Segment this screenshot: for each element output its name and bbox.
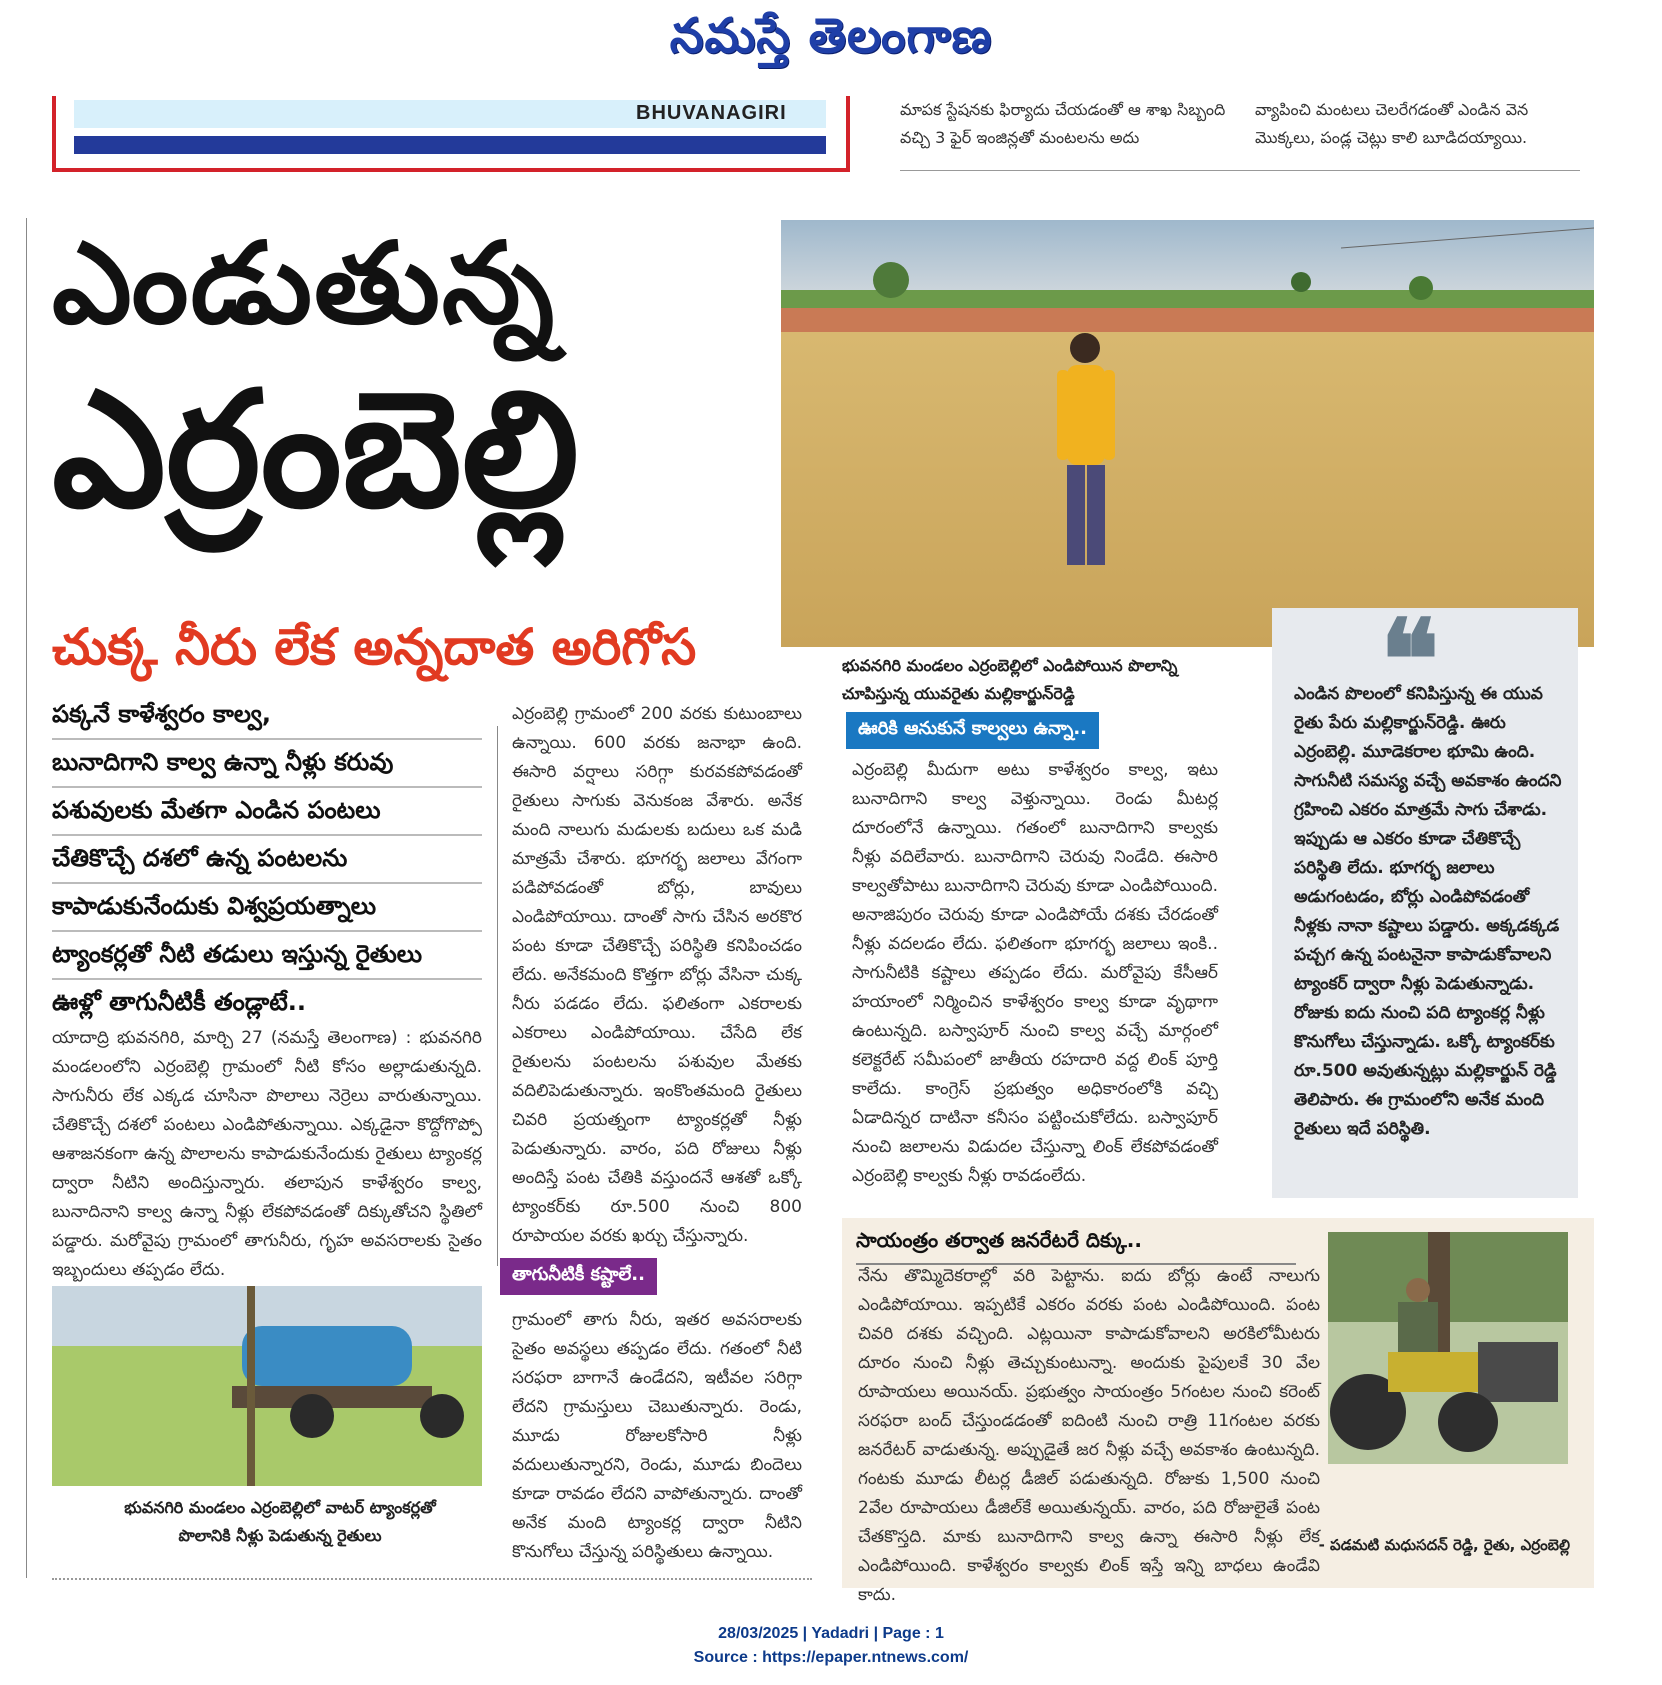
sidebar-attribution: - పడమటి మధుసదన్ రెడ్డి, రైతు, ఎర్రంబెల్లి — [1318, 1536, 1570, 1554]
bullet-item: ట్యాంకర్లతో నీటి తడులు ఇస్తున్న రైతులు — [52, 932, 482, 980]
main-photo-dry-field — [781, 220, 1594, 647]
bullet-item: చేతికొచ్చే దశలో ఉన్న పంటలను — [52, 836, 482, 884]
bullet-item: కాపాడుకునేందుకు విశ్వప్రయత్నాలు — [52, 884, 482, 932]
bullet-item: పక్కనే కాళేశ్వరం కాల్వ, — [52, 692, 482, 740]
subheadline: చుక్క నీరు లేక అన్నదాత అరిగోస — [52, 618, 697, 676]
intro-paragraph: యాదాద్రి భువనగిరి, మార్చి 27 (నమస్తే తెలంగాణ) : భువనగిరి మండలంలోని ఎర్రంబెల్లి గ్రామంలో నీటి కోసం అల్లాడుతున్నది. సాగునీరు లేక ఎక్కడ చూసినా పొలాలు నెర్రెలు వారుతున్నాయి. చేతికొచ్చే దశలో పంటలు ఎండిపోతున్నాయి. ఎక్కడైనా కొద్దోగొప్పో ఆశాజనకంగా ఉన్న పొలాలను కాపాడుకునేందుకు రైతులు ట్యాంకర్ల ద్వారా నీటిని అందిస్తున్నారు. తలాపున కాళేశ్వరం కాల్వ, బునాదినాని కాల్వ ఉన్నా నీళ్లు లేకపోవడంతో దిక్కుతోచని స్థితిలో పడ్డారు. మరోవైపు గ్రామంలో తాగునీరు, గృహ అవసరాలకు సైతం ఇబ్బందులు తప్పడం లేదు. — [52, 1028, 482, 1280]
section-canals-title: ఊరికి ఆనుకునే కాల్వలు ఉన్నా.. — [846, 712, 1099, 749]
page-left-rule — [26, 218, 27, 1578]
middle-column-text: ఎర్రంబెల్లి గ్రామంలో 200 వరకు కుటుంబాలు ఉన్నాయి. 600 వరకు జనాభా ఉంది. ఈసారి వర్షాలు సరిగ్గా కురవకపోవడంతో రైతులు సాగుకు వెనుకంజ వేశారు. అనేక మంది నాలుగు మడులకు బదులు ఒక మడి మాత్రమే చేశారు. భూగర్భ జలాలు వేగంగా పడిపోవడంతో బోర్లు, బావులు ఎండిపోయాయి. దాంతో సాగు చేసిన అరకొర పంట కూడా చేతికొచ్చే పరిస్థితి కనిపించడం లేదు. అనేకమంది కొత్తగా బోర్లు వేసినా చుక్క నీరు పడడం లేదు. ఫలితంగా ఎకరాలకు ఎకరాలు ఎండిపోయాయి. చేసేది లేక రైతులను పంటలను పశువుల మేతకు వదిలిపెడుతున్నారు. ఇంకొంతమంది రైతులు చివరి ప్రయత్నంగా ట్యాంకర్లతో నీళ్లు పెడుతున్నారు. వారం, పది రోజులు నీళ్లు అందిస్తే పంట చేతికి వస్తుందనే ఆశతో ఒక్కో ట్యాంకర్‌కు రూ.500 నుంచి 800 రూపాయల వరకు ఖర్చు చేస్తున్నారు. — [512, 704, 802, 1246]
previous-article-place: BHUVANAGIRI — [636, 102, 787, 124]
footer-date-line: 28/03/2025 | Yadadri | Page : 1 — [718, 1625, 944, 1642]
bullet-item: ఊళ్లో తాగునీటికీ తండ్లాటే.. — [52, 988, 307, 1016]
quote-text: ఎండిన పొలంలో కనిపిస్తున్న ఈ యువ రైతు పేరు మల్లికార్జున్‌రెడ్డి. ఊరు ఎర్రంబెల్లి. మూడెకరాల భూమి ఉంది. సాగునీటి సమస్య వచ్చే అవకాశం ఉందని గ్రహించి ఎకరం మాత్రమే సాగు చేశాడు. ఇప్పుడు ఆ ఎకరం కూడా చేతికొచ్చే పరిస్థితి లేదు. భూగర్భ జలాలు అడుగంటడం, బోర్లు ఎండిపోవడంతో నీళ్లకు నానా కష్టాలు పడ్డారు. అక్కడక్కడ పచ్చగ ఉన్న పంటనైనా కాపాడుకోవాలని ట్యాంకర్ ద్వారా నీళ్లు పెడుతున్నాడు. రోజుకు ఐదు నుంచి పది ట్యాంకర్ల నీళ్లు కొనుగోలు చేస్తున్నాడు. ఒక్కో ట్యాంకర్‌కు రూ.500 అవుతున్నట్లు మల్లికార్జున్ రెడ్డి తెలిపారు. ఈ గ్రామంలోని అనేక మంది రైతులు ఇదే పరిస్థితి. — [1294, 684, 1562, 1139]
section-drinking-title: తాగునీటికీ కష్టాలే.. — [500, 1258, 657, 1295]
column-divider — [497, 726, 498, 1266]
dry-field-illustration — [781, 220, 1594, 647]
footer-source-line: Source : https://epaper.ntnews.com/ — [693, 1649, 969, 1666]
tanker-photo-caption: భువనగిరి మండలం ఎర్రంబెల్లిలో వాటర్ ట్యాంకర్లతో పొలానికి నీళ్లు పెడుతున్న రైతులు — [124, 1498, 436, 1545]
previous-article-box — [52, 96, 850, 172]
bottom-dotted-rule — [52, 1578, 812, 1580]
tractor-photo — [1328, 1232, 1568, 1464]
previous-article-col1: మాపక స్టేషనకు ఫిర్యాదు చేయడంతో ఆ శాఖ సిబ్బంది వచ్చి 3 ఫైర్ ఇంజిన్లతో మంటలను అదు — [900, 100, 1226, 147]
previous-article-bar — [74, 136, 826, 154]
tractor-illustration — [1328, 1232, 1568, 1464]
footer — [0, 1622, 1662, 1670]
bullet-item: బునాదిగాని కాల్వ ఉన్నా నీళ్లు కరువు — [52, 740, 482, 788]
tanker-photo — [52, 1286, 482, 1486]
sidebar-text: నేను తొమ్మిదెకరాల్లో వరి పెట్టాను. ఐదు బోర్లు ఉంటే నాలుగు ఎండిపోయాయి. ఇప్పటికే ఎకరం వరకు పంట ఎండిపోయింది. పంట చివరి దశకు వచ్చింది. ఎట్లయినా కాపాడుకోవాలని అరకిలోమీటరు దూరం నుంచి నీళ్లు తెచ్చుకుంటున్నా. అందుకు పైపులకే 30 వేల రూపాయలు అయినయ్. ప్రభుత్వం సాయంత్రం 5గంటల నుంచి కరెంట్ సరఫరా బంద్ చేస్తుండడంతో ఐదింటి నుంచి రాత్రి 11గంటల వరకు జనరేటర్ వాడుతున్న. అప్పుడైతే జర నీళ్లు వచ్చే అవకాశం ఉంటున్నది. గంటకు మూడు లీటర్ల డీజిల్ పడుతున్నది. రోజుకు 1,500 నుంచి 2వేల రూపాయలు డీజిల్‌కే అయితున్నయ్. వారం, పది రోజులైతే పంట చేతకొస్తది. మాకు బునాదిగాని కాల్వ ఉన్నా ఈసారి నీళ్లు లేక ఎండిపోయింది. కాళేశ్వరం కాల్వకు లింక్ ఇస్తే ఇన్ని బాధలు ఉండేవి కాదు. — [858, 1266, 1320, 1605]
top-divider — [900, 170, 1580, 171]
main-photo-caption: భువనగిరి మండలం ఎర్రంబెల్లిలో ఎండిపోయిన పొలాన్ని చూపిస్తున్న యువరైతు మల్లికార్జున్‌రెడ్డి — [842, 656, 1178, 703]
headline-line1: ఎండుతున్న — [52, 219, 556, 349]
section-drinking-text: గ్రామంలో తాగు నీరు, ఇతర అవసరాలకు సైతం అవస్థలు తప్పడం లేదు. గతంలో నీటి సరఫరా బాగానే ఉండేదని, ఇటీవల సరిగ్గా లేదని గ్రామస్తులు చెబుతున్నారు. రెండు, మూడు రోజులకోసారి నీళ్లు వదులుతున్నారని, రెండు, మూడు బిందెలు కూడా రావడం లేదని వాపోతున్నారు. దాంతో అనేక మంది ట్యాంకర్ల ద్వారా నీటిని కొనుగోలు చేస్తున్న పరిస్థితులు ఉన్నాయి. — [512, 1310, 802, 1562]
previous-article-col2: వ్యాపించి మంటలు చెలరేగడంతో ఎండిన వెన మొక్కలు, పండ్ల చెట్లు కాలి బూడిదయ్యాయి. — [1255, 100, 1529, 147]
masthead-title: నమస్తే తెలంగాణ — [669, 8, 993, 64]
quote-mark-icon: ❝ — [1380, 595, 1440, 724]
section-canals-text: ఎర్రంబెల్లి మీదుగా అటు కాళేశ్వరం కాల్వ, ఇటు బునాదిగాని కాల్వ వెళ్తున్నాయి. రెండు మీటర్ల దూరంలోనే ఉన్నాయి. గతంలో బునాదిగాని కాల్వకు నీళ్లు వదిలేవారు. బునాదిగాని చెరువు నిండేది. ఈసారి కాల్వతోపాటు బునాదిగాని చెరువు కూడా ఎండిపోయింది. అనాజిపురం చెరువు కూడా ఎండిపోయే దశకు చేరడంతో నీళ్లు వదలడం లేదు. ఫలితంగా భూగర్భ జలాలు ఇంకి.. సాగునీటికి కష్టాలు తప్పడం లేదు. మరోవైపు కేసీఆర్ హయాంలో నిర్మించిన కాళేశ్వరం కాల్వ కూడా వృథాగా ఉంటున్నది. బస్వాపూర్ నుంచి కాల్వ వచ్చే మార్గంలో కలెక్టరేట్ సమీపంలో జాతీయ రహదారి వద్ద లింక్ పూర్తి కాలేదు. కాంగ్రెస్ ప్రభుత్వం అధికారంలోకి వచ్చి ఏడాదిన్నర దాటినా కనీసం పట్టించుకోలేదు. బస్వాపూర్ నుంచి జలాలను విడుదల చేస్తున్నా లింక్ లేకపోవడంతో ఎర్రంబెల్లి కాల్వకు నీళ్లు రావడంలేదు. — [852, 760, 1218, 1186]
headline-line2: ఎర్రంబెల్లి — [52, 356, 580, 543]
bullet-list — [52, 692, 482, 1026]
bullet-item: పశువులకు మేతగా ఎండిన పంటలు — [52, 788, 482, 836]
tanker-illustration — [52, 1286, 482, 1486]
sidebar-title: సాయంత్రం తర్వాత జనరేటరే దిక్కు.. — [856, 1228, 1296, 1265]
